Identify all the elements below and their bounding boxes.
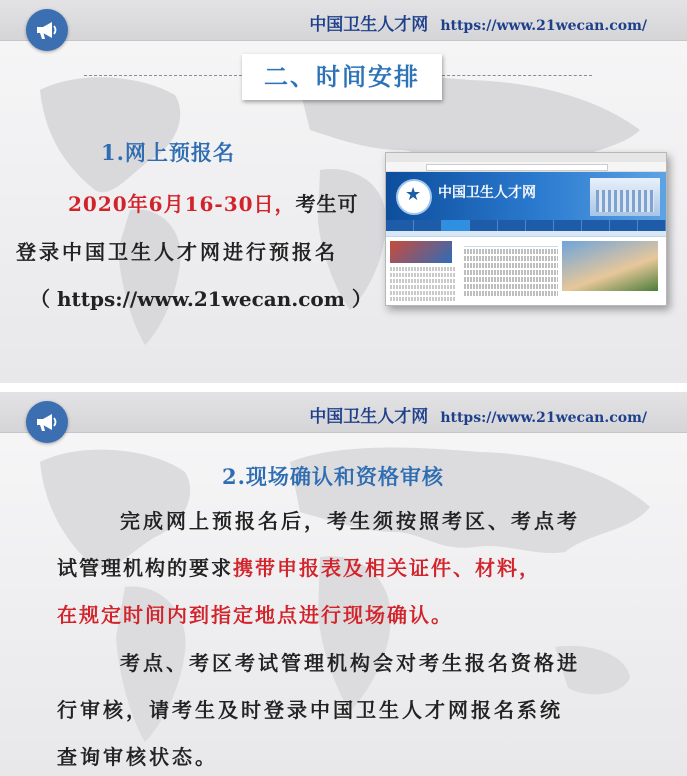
paragraph1-line3-highlight: 在规定时间内到指定地点进行现场确认。 <box>57 603 453 627</box>
screenshot-nav-item <box>610 220 638 231</box>
screenshot-address-field <box>426 164 608 171</box>
paragraph2-line2: 行审核，请考生及时登录中国卫生人才网报名系统 <box>57 698 563 722</box>
date-highlight: 2020年6月16-30日， <box>68 192 296 216</box>
header-bar <box>0 0 687 41</box>
screenshot-address-bar <box>386 162 666 172</box>
screenshot-left-column <box>390 267 456 303</box>
schedule-line-3-url: （ https://www.21wecan.com ） <box>30 287 372 311</box>
heading-onsite-confirmation: 2.现场确认和资格审核 <box>222 464 444 489</box>
brand-text <box>309 10 647 35</box>
screenshot-nav-item <box>386 220 414 231</box>
paragraph1-line2-highlight: 携带申报表及相关证件、材料， <box>233 556 541 580</box>
dashed-divider-right <box>442 75 592 76</box>
screenshot-tab-bar <box>386 153 666 162</box>
screenshot-banner <box>386 172 666 220</box>
brand-site-name: 中国卫生人才网 <box>309 407 429 427</box>
screenshot-news-title <box>464 241 558 247</box>
section-title: 二、时间安排 <box>242 54 442 100</box>
screenshot-group-photo <box>562 241 658 291</box>
dashed-divider-left <box>84 75 242 76</box>
paragraph1-line2 <box>57 552 541 581</box>
screenshot-nav-item <box>498 220 526 231</box>
schedule-line-2: 登录中国卫生人才网进行预报名 <box>16 240 338 264</box>
screenshot-content <box>386 237 666 306</box>
screenshot-site-name: 中国卫生人才网 <box>438 185 536 201</box>
header-bar <box>0 392 687 433</box>
screenshot-nav-item <box>554 220 582 231</box>
slide-time-schedule <box>0 0 687 383</box>
section-title-row <box>0 54 687 102</box>
slide-onsite-confirmation <box>0 392 687 776</box>
screenshot-nav-item <box>470 220 498 231</box>
website-screenshot <box>385 152 667 306</box>
paragraph1-line1: 完成网上预报名后，考生须按照考区、考点考 <box>120 509 580 533</box>
screenshot-nav-item <box>442 220 470 231</box>
building-image <box>590 178 660 216</box>
paragraph1-line2-text: 试管理机构的要求 <box>57 556 233 580</box>
screenshot-news-list <box>464 241 558 298</box>
brand-url: https://www.21wecan.com/ <box>440 18 647 34</box>
megaphone-icon <box>26 401 68 443</box>
site-emblem-icon <box>396 179 432 215</box>
paragraph2-line1: 考点、考区考试管理机构会对考生报名资格进 <box>120 651 580 675</box>
screenshot-nav-item <box>582 220 610 231</box>
screenshot-nav-item <box>526 220 554 231</box>
brand-site-name: 中国卫生人才网 <box>309 15 429 35</box>
schedule-line-1-rest: 考生可 <box>295 192 359 216</box>
screenshot-nav-item <box>414 220 442 231</box>
screenshot-news-photo <box>390 241 452 263</box>
brand-text <box>309 402 647 427</box>
heading-online-preregistration: 1.网上预报名 <box>101 140 235 165</box>
brand-url: https://www.21wecan.com/ <box>440 410 647 426</box>
schedule-line-1 <box>68 188 359 217</box>
paragraph2-line3: 查询审核状态。 <box>57 745 218 769</box>
screenshot-nav <box>386 220 666 231</box>
screenshot-nav-item <box>638 220 666 231</box>
megaphone-icon <box>26 9 68 51</box>
